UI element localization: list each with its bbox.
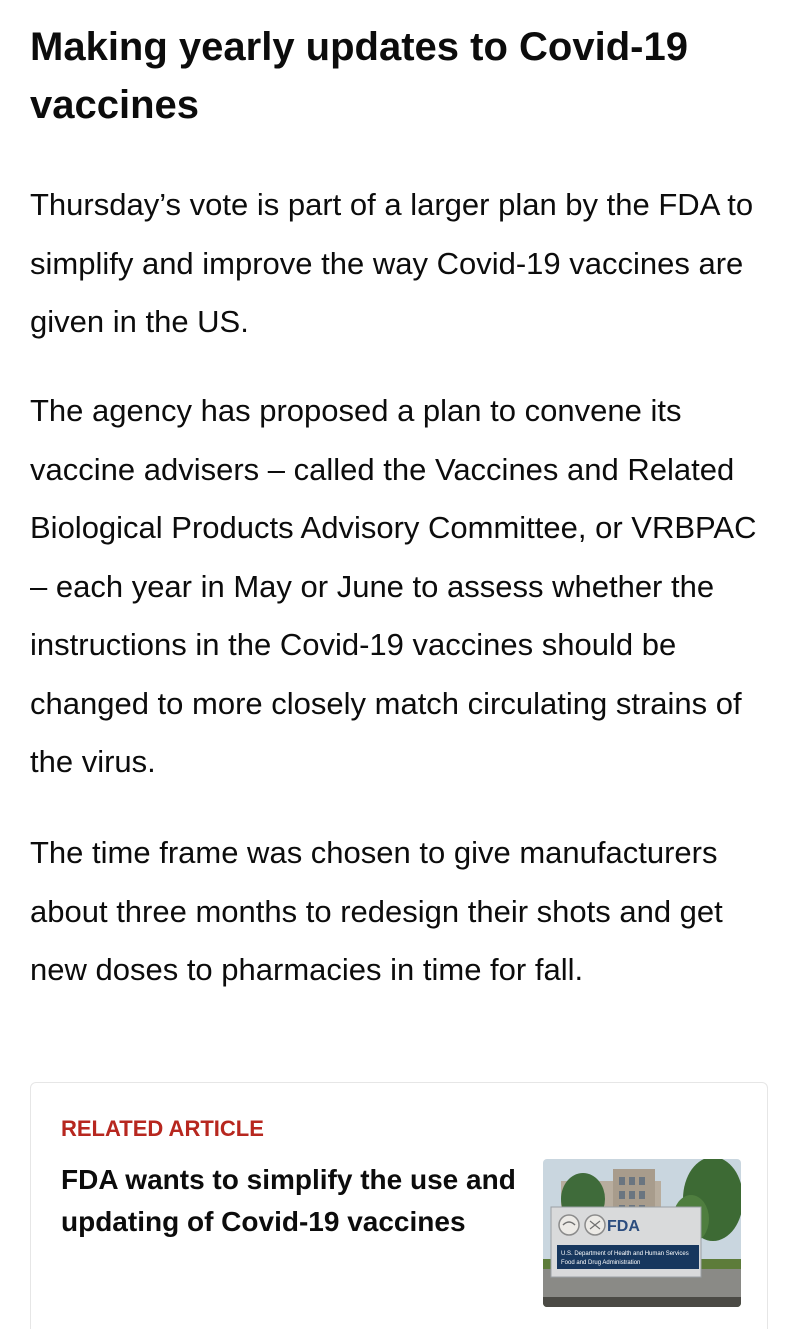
fda-logo-text: FDA xyxy=(607,1218,640,1235)
article-paragraph: Thursday’s vote is part of a larger plan by the FDA to simplify and improve the way Covid-19 vaccines are given in the US. xyxy=(30,187,754,339)
article-paragraph: The time frame was chosen to give manufacturers about three months to redesign their shots and get new doses to pharmacies in time for fall. xyxy=(30,835,723,987)
section-heading: Making yearly updates to Covid-19 vaccines xyxy=(30,25,688,127)
sign-text-line-2: Food and Drug Administration xyxy=(561,1260,641,1266)
article-paragraph: The agency has proposed a plan to convene its vaccine advisers – called the Vaccines and Related Biological Products Advisory Committee, or VRBPAC – each year in May or June to assess whether the instructions in the Covid-19 vaccines should be changed to more closely match circulating strains of the virus. xyxy=(30,393,757,779)
sign-text-line-1: U.S. Department of Health and Human Services xyxy=(561,1251,689,1257)
related-article-title[interactable]: FDA wants to simplify the use and updating of Covid-19 vaccines xyxy=(61,1164,516,1237)
related-article-card[interactable] xyxy=(30,1082,768,1329)
related-article-label: RELATED ARTICLE xyxy=(61,1116,264,1141)
related-article-thumbnail[interactable] xyxy=(543,1159,741,1307)
